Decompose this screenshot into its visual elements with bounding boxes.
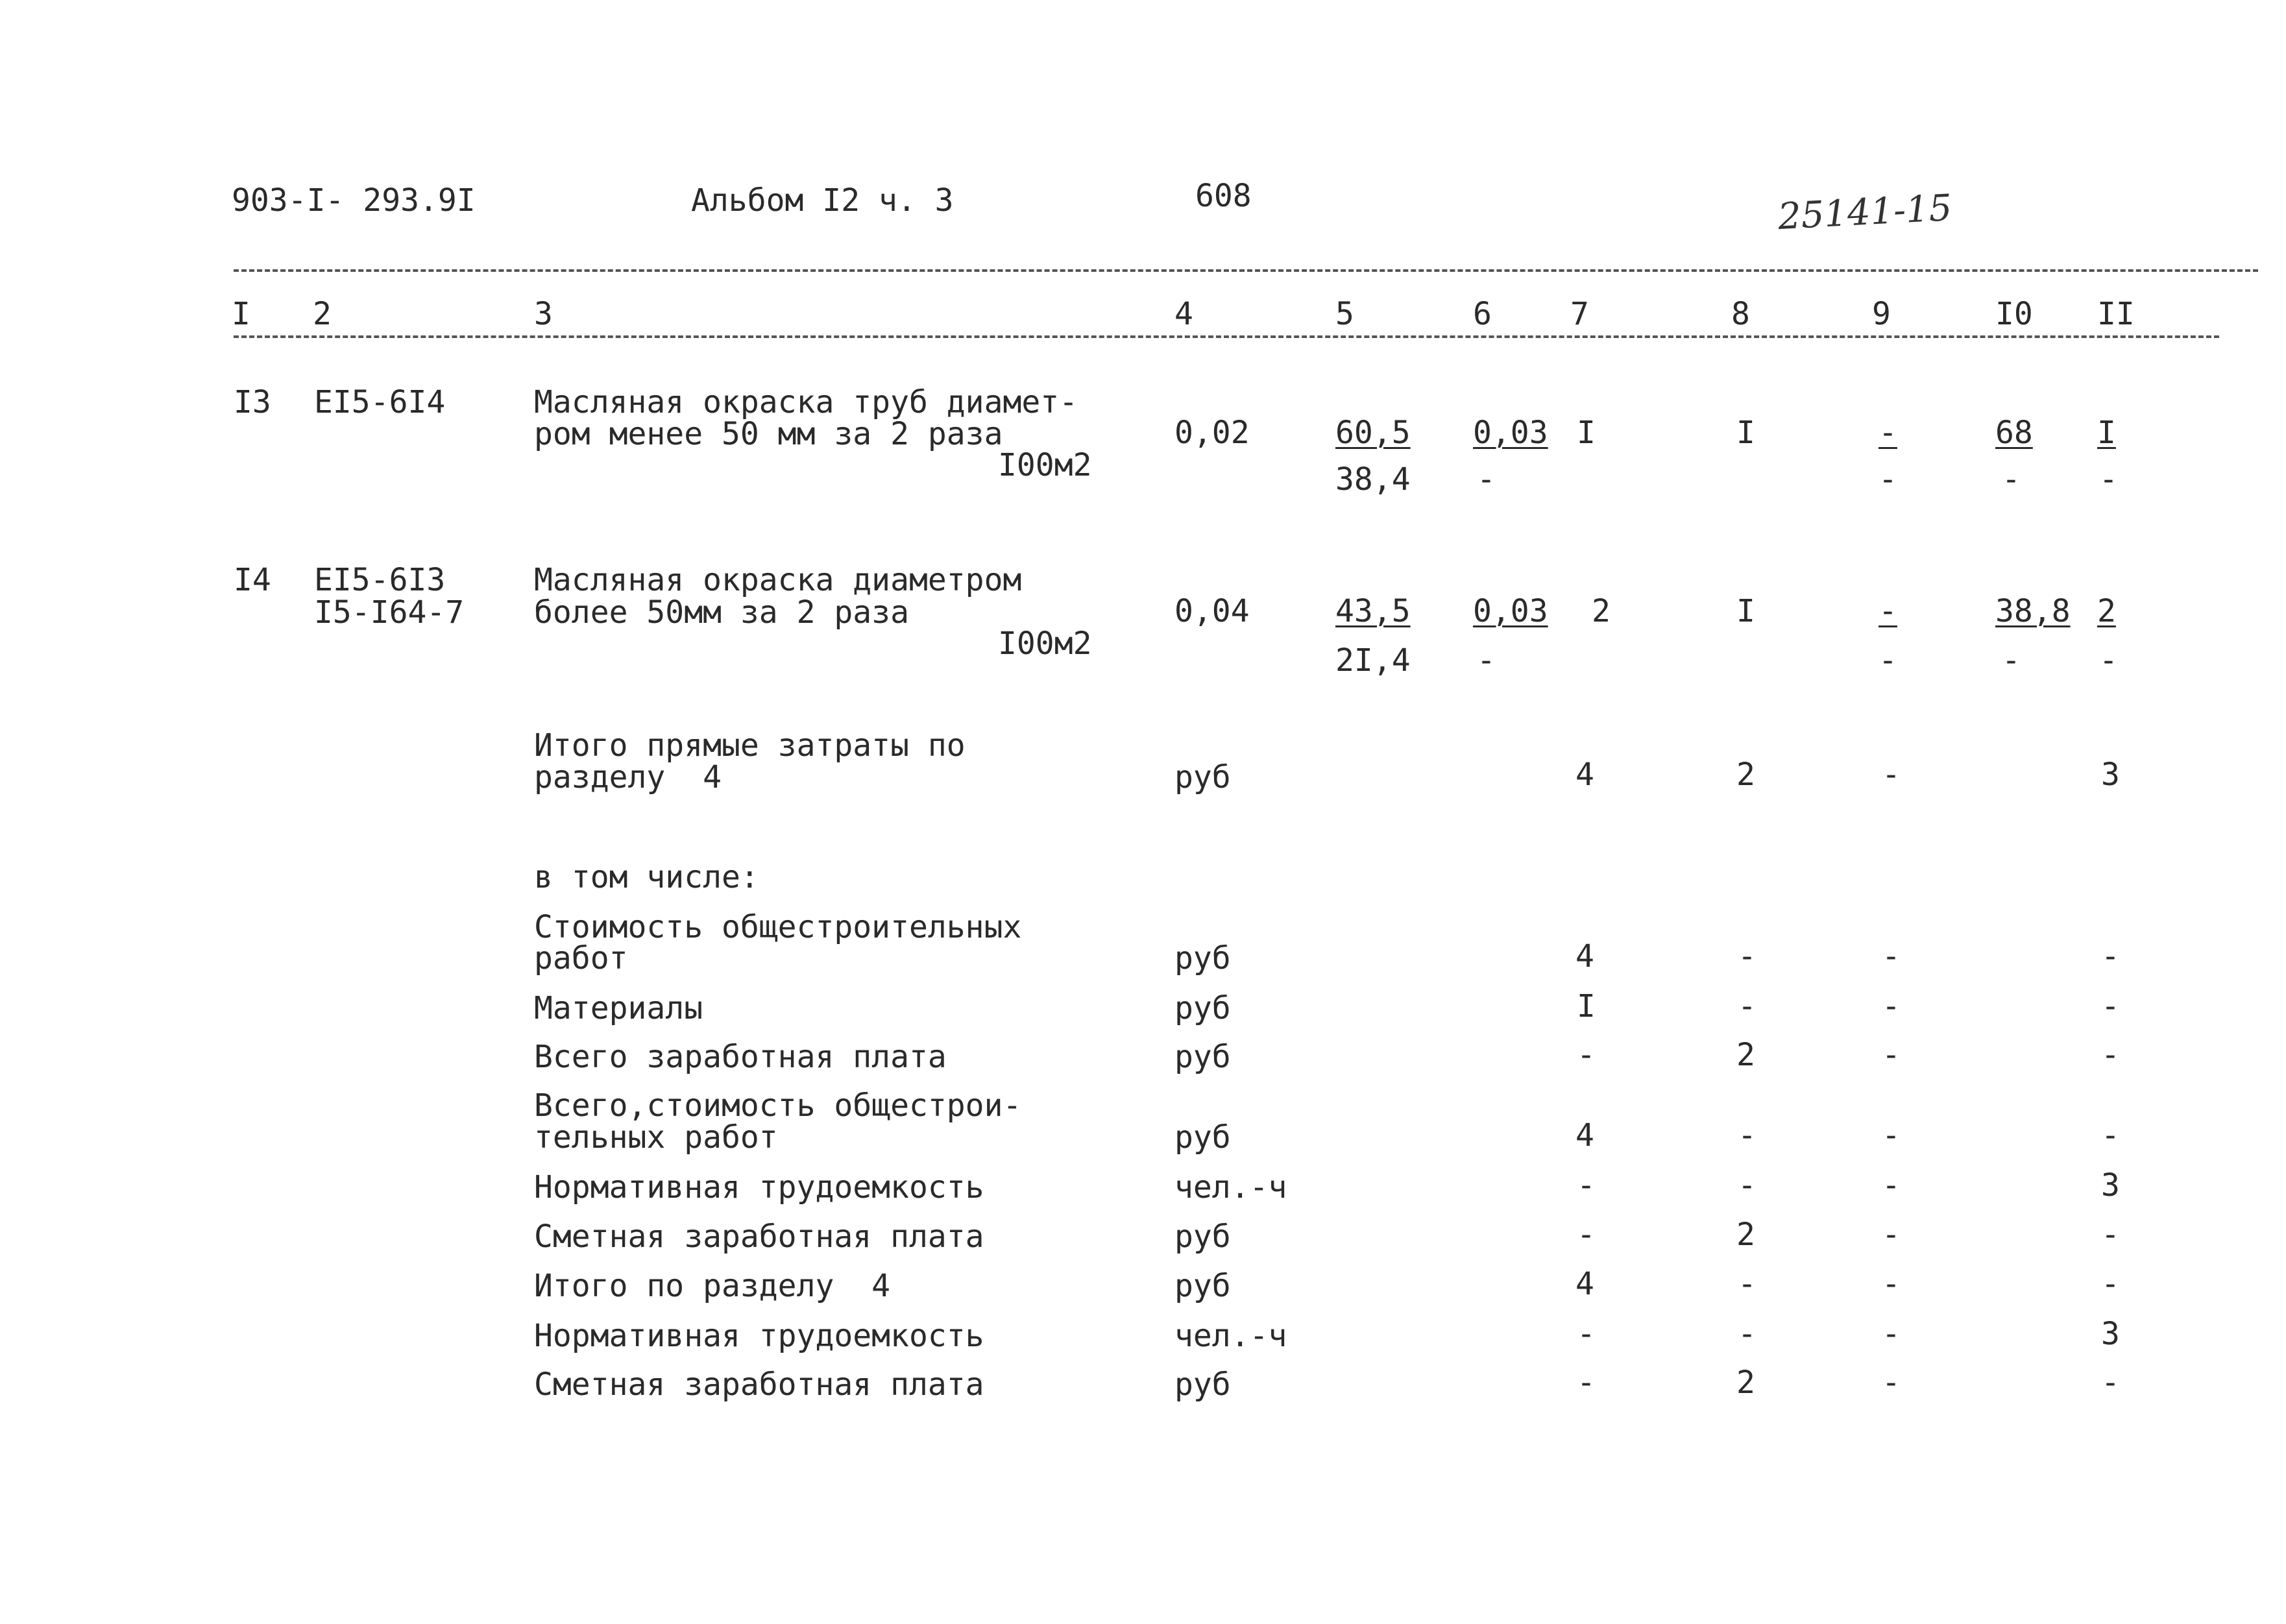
summary-label: Итого по разделу 4 [534,1268,891,1304]
column-number: I [232,296,250,332]
col7-value: I [1577,415,1596,451]
col10-value: - [2002,642,2021,679]
summary-label: Материалы [534,990,703,1026]
summary-unit: руб [1174,990,1231,1026]
summary-label: тельных работ [534,1119,778,1156]
col8-value: 2 [1736,1217,1755,1253]
header-dashed-rule [234,335,2219,338]
handwritten-number: 25141-15 [1777,187,1953,238]
col11-value: - [2101,1266,2120,1302]
col11-value: - [2101,1217,2120,1253]
summary-label: Сметная заработная плата [534,1366,984,1403]
col8-value: 2 [1736,757,1755,793]
column-number: I0 [1995,296,2033,332]
summary-label: Нормативная трудоемкость [534,1318,984,1354]
total-label: разделу 4 [534,759,722,795]
col6-value: - [1477,461,1496,498]
col7-value: 4 [1575,1117,1594,1154]
work-description: Масляная окраска диаметром [534,562,1022,598]
column-number: 7 [1570,296,1589,332]
unit-cost-wages: 2I,4 [1335,642,1411,679]
col7-value: - [1577,1316,1596,1352]
column-number: 4 [1174,296,1193,332]
col8-value: - [1738,1117,1757,1154]
document-code: 903-I- 293.9I [232,182,476,219]
col8-value: I [1736,415,1755,451]
col7-value: - [1577,1364,1596,1401]
col6-value: 0,03 [1473,593,1548,629]
col7-value: 2 [1592,593,1611,629]
col9-value: - [1882,757,1901,793]
col9-value: - [1882,1316,1901,1352]
row-number: I3 [234,384,271,420]
summary-unit: руб [1174,940,1231,976]
summary-unit: руб [1174,1366,1231,1403]
col8-value: - [1738,988,1757,1024]
column-number: II [2097,296,2135,332]
col8-value: - [1738,1266,1757,1302]
col9-value: - [1879,415,1897,451]
col11-value: 2 [2097,593,2116,629]
unit-cost-wages: 38,4 [1335,461,1411,498]
summary-label: работ [534,940,628,976]
total-unit: руб [1174,759,1231,795]
column-number: 9 [1872,296,1891,332]
col10-value: 38,8 [1995,593,2071,629]
col11-value: I [2097,415,2116,451]
col10-value: - [2002,461,2021,498]
unit-of-measure: I00м2 [998,625,1092,662]
top-dashed-rule [234,269,2258,272]
total-label: Итого прямые затраты по [534,727,966,764]
col8-value: - [1738,1316,1757,1352]
col9-value: - [1879,461,1897,498]
col11-value: 3 [2101,1316,2120,1352]
rate-code: I5-I64-7 [314,594,465,631]
summary-unit: чел.-ч [1174,1169,1287,1206]
page-number: 608 [1195,178,1252,214]
row-number: I4 [234,562,271,598]
summary-label: Всего заработная плата [534,1039,947,1075]
quantity: 0,04 [1174,593,1250,629]
col8-value: I [1736,593,1755,629]
col8-value: - [1738,1167,1757,1204]
col9-value: - [1882,1217,1901,1253]
col11-value: - [2101,938,2120,975]
summary-unit: руб [1174,1268,1231,1304]
col9-value: - [1882,988,1901,1024]
col11-value: - [2099,461,2118,498]
quantity: 0,02 [1174,415,1250,451]
column-number: 2 [313,296,332,332]
col7-value: 4 [1575,1266,1594,1302]
col11-value: - [2101,988,2120,1024]
summary-label: Сметная заработная плата [534,1218,984,1255]
unit-cost-total: 43,5 [1335,593,1411,629]
col7-value: - [1577,1037,1596,1073]
col8-value: - [1738,938,1757,975]
col7-value: 4 [1575,938,1594,975]
summary-unit: руб [1174,1119,1231,1156]
including-label: в том числе: [534,859,759,895]
work-description: более 50мм за 2 раза [534,594,909,631]
col7-value: - [1577,1167,1596,1204]
rate-code: EI5-6I3 [314,562,446,598]
col10-value: 68 [1995,415,2033,451]
col9-value: - [1882,938,1901,975]
col6-value: - [1477,642,1496,679]
work-description: Масляная окраска труб диамет- [534,384,1078,420]
col9-value: - [1882,1364,1901,1401]
col11-value: - [2101,1364,2120,1401]
col11-value: - [2101,1117,2120,1154]
summary-unit: чел.-ч [1174,1318,1287,1354]
col11-value: - [2101,1037,2120,1073]
column-number: 6 [1473,296,1492,332]
col8-value: 2 [1736,1364,1755,1401]
col7-value: - [1577,1217,1596,1253]
col9-value: - [1882,1117,1901,1154]
rate-code: EI5-6I4 [314,384,446,420]
col6-value: 0,03 [1473,415,1548,451]
col11-value: 3 [2101,1167,2120,1204]
summary-label: Нормативная трудоемкость [534,1169,984,1206]
col7-value: I [1577,988,1596,1024]
col9-value: - [1879,593,1897,629]
unit-cost-total: 60,5 [1335,415,1411,451]
col9-value: - [1879,642,1897,679]
column-number: 5 [1335,296,1354,332]
col11-value: 3 [2101,757,2120,793]
summary-unit: руб [1174,1218,1231,1255]
col11-value: - [2099,642,2118,679]
col9-value: - [1882,1266,1901,1302]
column-number: 3 [534,296,553,332]
summary-unit: руб [1174,1039,1231,1075]
work-description: ром менее 50 мм за 2 раза [534,416,1003,452]
col8-value: 2 [1736,1037,1755,1073]
column-number: 8 [1731,296,1750,332]
album-title: Альбом I2 ч. 3 [691,182,954,219]
col7-value: 4 [1575,757,1594,793]
unit-of-measure: I00м2 [998,447,1092,483]
col9-value: - [1882,1037,1901,1073]
summary-label: Всего,стоимость общестрои- [534,1087,1022,1124]
summary-label: Стоимость общестроительных [534,909,1022,945]
col9-value: - [1882,1167,1901,1204]
